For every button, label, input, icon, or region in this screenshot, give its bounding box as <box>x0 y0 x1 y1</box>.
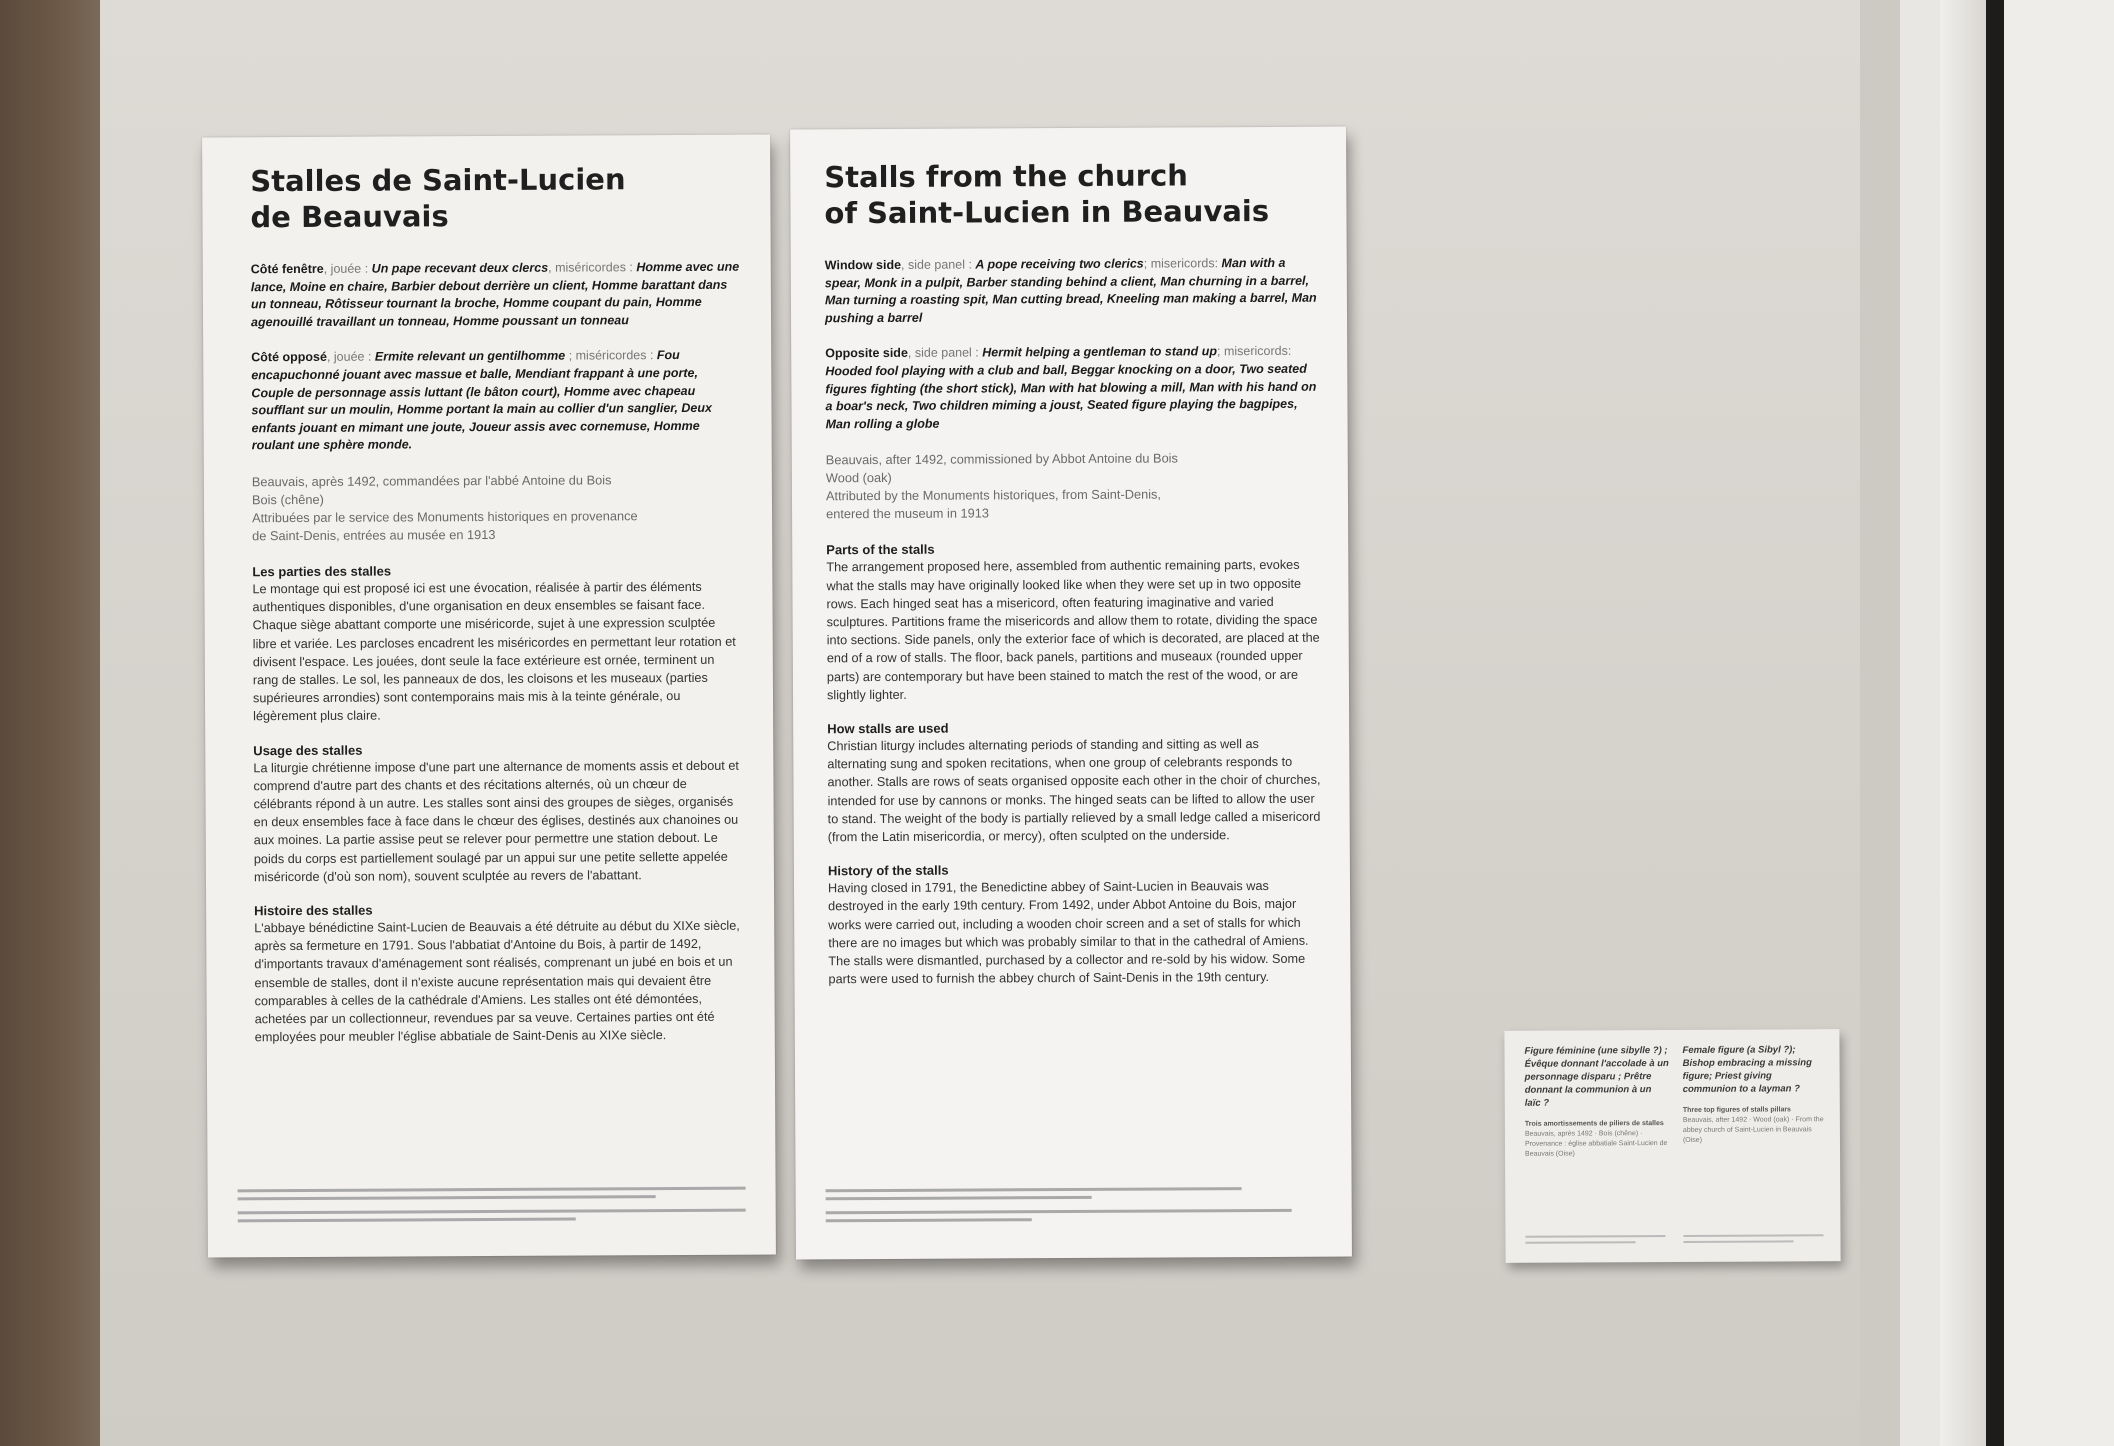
meta-line-2: Wood (oak) <box>825 470 892 486</box>
credit-line <box>238 1187 746 1193</box>
opposite-side-label: Opposite side <box>825 346 908 361</box>
credit-line <box>826 1218 1032 1222</box>
panel-title <box>250 161 740 236</box>
label-english-column <box>1682 1043 1828 1146</box>
label-en-meta: Beauvais, after 1492 · Wood (oak) · From the abbey church of Saint-Lucien in Beauvais (Oise) <box>1682 1116 1824 1144</box>
window-side-subject: Un pape recevant deux clercs <box>371 260 549 276</box>
opposite-side-subject: Ermite relevant un gentilhomme <box>374 348 566 364</box>
object-label-card <box>1504 1029 1840 1263</box>
section-heading-parts: Parts of the stalls <box>826 542 935 558</box>
credit-line <box>238 1218 576 1223</box>
label-fr-details <box>1525 1119 1670 1160</box>
picture-frame-mat <box>2004 0 2114 1446</box>
credit-line <box>826 1209 1292 1214</box>
left-wall-edge <box>0 0 100 1446</box>
window-side-subject: A pope receiving two clerics <box>975 256 1144 272</box>
label-fr-title: Figure féminine (une sibylle ?) ; Évêque donnant l'accolade à un personnage disparu ; Prêtre donnant la communion à un laïc ? <box>1524 1045 1669 1109</box>
credit-line <box>238 1195 656 1200</box>
object-metadata <box>252 471 742 546</box>
opposite-side-misericords-label: ; misericords: <box>1216 344 1292 359</box>
meta-line-4: entered the museum in 1913 <box>826 505 990 522</box>
label-credit-line <box>1525 1241 1635 1244</box>
label-fr-subtitle: Trois amortissements de piliers de stalles <box>1524 1120 1664 1128</box>
window-side-label: Côté fenêtre <box>250 261 324 277</box>
title-line-1: Stalles de Saint-Lucien <box>250 162 626 199</box>
meta-line-1: Beauvais, after 1492, commissioned by Abbot Antoine du Bois <box>825 450 1178 468</box>
section-heading-parts: Les parties des stalles <box>252 563 392 580</box>
opposite-side-misericords-list: Hooded fool playing with a club and ball, Beggar knocking on a door, Two seated figures fighting (the short stick), Man with hat blowing a mill, Man with his hand on a boar's neck, Two children miming a joust, Seated figure playing the bagpipes, Man rolling a globe <box>825 361 1317 432</box>
section-heading-usage: How stalls are used <box>827 720 949 737</box>
french-info-panel <box>202 135 776 1258</box>
label-credit-line <box>1525 1235 1665 1238</box>
credit-line <box>238 1209 746 1215</box>
section-body-history: Having closed in 1791, the Benedictine abbey of Saint-Lucien in Beauvais was destroyed in the early 19th century. From 1492, under Abbot Antoine du Bois, major works were carried out, including a wooden choir screen and a set of stalls for which there are no images but which was probably similar to that in the cathedral of Amiens. The stalls were dismantled, purchased by a collector and re-sold by his widow. Some parts were used to furnish the abbey church of Saint-Denis in the 19th century. <box>827 879 1309 987</box>
section-heading-history: Histoire des stalles <box>254 902 373 919</box>
english-info-panel <box>790 127 1352 1260</box>
section-heading-usage: Usage des stalles <box>253 742 363 758</box>
opposite-side-paragraph <box>825 343 1319 434</box>
window-side-misericords-label: , miséricordes : <box>548 260 637 275</box>
opposite-side-part: , jouée : <box>326 349 375 365</box>
title-line-2: de Beauvais <box>250 199 449 235</box>
panel-title <box>824 157 1318 232</box>
window-side-part: , jouée : <box>323 261 372 276</box>
label-en-subtitle: Three top figures of stalls pillars <box>1682 1106 1791 1114</box>
window-side-misericords-label: ; misericords: <box>1143 256 1222 271</box>
window-side-misericords-list: Homme avec une lance, Moine en chaire, Barbier debout derrière un client, Homme barattant dans un tonneau, Rôtisseur tournant la broche, Homme coupant du pain, Homme agenouillé travaillant un tonneau, Homme poussant un tonneau <box>250 259 740 330</box>
meta-line-3: Attributed by the Monuments historiques, from Saint-Denis, <box>825 486 1162 504</box>
section-body-history: L'abbaye bénédictine Saint-Lucien de Beauvais a été détruite au début du XIXe siècle, après sa fermeture en 1791. Sous l'abbatiat d'Antoine du Bois, à partir de 1492, d'importants travaux d'aménagement sont réalisés, comprenant un jubé en bois et un ensemble de stalles, dont il n'existe aucune représentation mais qui devaient être comparables à celles de la cathédrale d'Amiens. Les stalles ont été démontées, achetées par un collectionneur, revendues par sa veuve. Certaines parties ont été employées pour meubler l'église abbatiale de Saint-Denis au XIXe siècle. <box>254 918 740 1045</box>
window-side-paragraph <box>825 255 1319 328</box>
window-side-label: Window side <box>824 257 902 273</box>
object-metadata <box>826 449 1320 524</box>
opposite-side-misericords-list: Fou encapuchonné jouant avec massue et balle, Mendiant frappant à une porte, Couple de personnage assis luttant (le bâton court), Homme avec chapeau soufflant sur un moulin, Homme portant la main au collier d'un sanglier, Deux enfants jouant en mimant une joute, Joueur assis avec cornemuse, Homme roulant une sphère monde. <box>251 348 712 453</box>
title-line-2: of Saint-Lucien in Beauvais <box>824 193 1270 231</box>
picture-frame-border <box>1986 0 2004 1446</box>
opposite-side-label: Côté opposé <box>251 350 327 365</box>
window-side-paragraph <box>251 259 741 332</box>
opposite-side-subject: Hermit helping a gentleman to stand up <box>982 344 1218 360</box>
label-credit-line <box>1683 1240 1793 1243</box>
picture-frame-edge <box>1940 0 1986 1446</box>
title-line-1: Stalls from the church <box>824 158 1188 195</box>
label-credit-line <box>1683 1234 1823 1237</box>
meta-line-3: Attribuées par le service des Monuments historiques en provenance <box>252 508 638 526</box>
label-en-title: Female figure (a Sibyl ?); Bishop embracing a missing figure; Priest giving communion to a layman ? <box>1682 1044 1812 1095</box>
label-en-details <box>1683 1105 1828 1146</box>
window-side-part: , side panel : <box>901 257 976 272</box>
opposite-side-paragraph <box>251 347 742 455</box>
opposite-side-misericords-label: ; miséricordes : <box>565 348 657 363</box>
meta-line-2: Bois (chêne) <box>251 491 324 508</box>
label-french-column <box>1524 1044 1670 1160</box>
section-body-parts: The arrangement proposed here, assembled from authentic remaining parts, evokes what the stalls may have originally looked like when they were set up in two opposite rows. Each hinged seat has a misericord, often featuring imaginative and varied sculptures. Partitions frame the misericords and allow them to rotate, dividing the space into sections. Side panels, only the exterior face of which is decorated, are placed at the end of a row of stalls. The floor, back panels, partitions and museaux (rounded upper parts) are contemporary but have been stained to match the rest of the wood, or are slightly lighter. <box>826 558 1320 703</box>
credit-line <box>826 1187 1242 1192</box>
label-fr-meta: Beauvais, après 1492 · Bois (chêne) · Provenance : église abbatiale Saint-Lucien de Beauvais (Oise) <box>1524 1130 1668 1158</box>
window-side-misericords-list: Man with a spear, Monk in a pulpit, Barber standing behind a client, Man churning in a barrel, Man turning a roasting spit, Man cutting bread, Kneeling man making a barrel, Man pushing a barrel <box>824 255 1317 326</box>
section-body-usage: La liturgie chrétienne impose d'une part une alternance de moments assis et debout et comprend d'autre part des chants et des récitations alternés, où un chœur de célébrants répond à un autre. Les stalles sont ainsi des groupes de sièges, organisés en deux ensembles face à face dans le chœur des églises, destinés aux chanoines ou aux moines. La partie assise peut se relever pour permettre une station debout. Le poids du corps est partiellement soulagé par un appui sur une petite sellette appelée miséricorde (d'où son nom), souvent sculptée au revers de l'abattant. <box>253 758 739 885</box>
meta-line-4: de Saint-Denis, entrées au musée en 1913 <box>252 526 496 544</box>
credit-line <box>826 1196 1092 1200</box>
section-heading-history: History of the stalls <box>827 862 949 879</box>
opposite-side-part: , side panel : <box>907 345 983 361</box>
section-body-parts: Le montage qui est proposé ici est une évocation, réalisée à partir des éléments authentiques disponibles, d'une organisation en deux ensembles se faisant face. Chaque siège abattant comporte une miséricorde, sujet à une expression sculptée libre et variée. Les parcloses encadrent les miséricordes en permettant leur rotation et divisent l'espace. Les jouées, dont seule la face extérieure est ornée, terminent un rang de stalles. Le sol, les panneaux de dos, les cloisons et les museaux (parties supérieures arrondies) sont contemporains mais mis à la teinte générale, ou légèrement plus claire. <box>252 579 736 724</box>
section-body-usage: Christian liturgy includes alternating periods of standing and sitting as well as alternating sung and spoken recitations, when one group of celebrants responds to another. Stalls are rows of seats organised opposite each other in the choir of churches, intended for use by cannons or monks. The hinged seats can be lifted to allow the user to stand. The weight of the body is partially relieved by a small ledge called a misericord (from the Latin misericordia, or mercy), often sculpted on the underside. <box>827 736 1321 845</box>
meta-line-1: Beauvais, après 1492, commandées par l'abbé Antoine du Bois <box>251 472 612 490</box>
